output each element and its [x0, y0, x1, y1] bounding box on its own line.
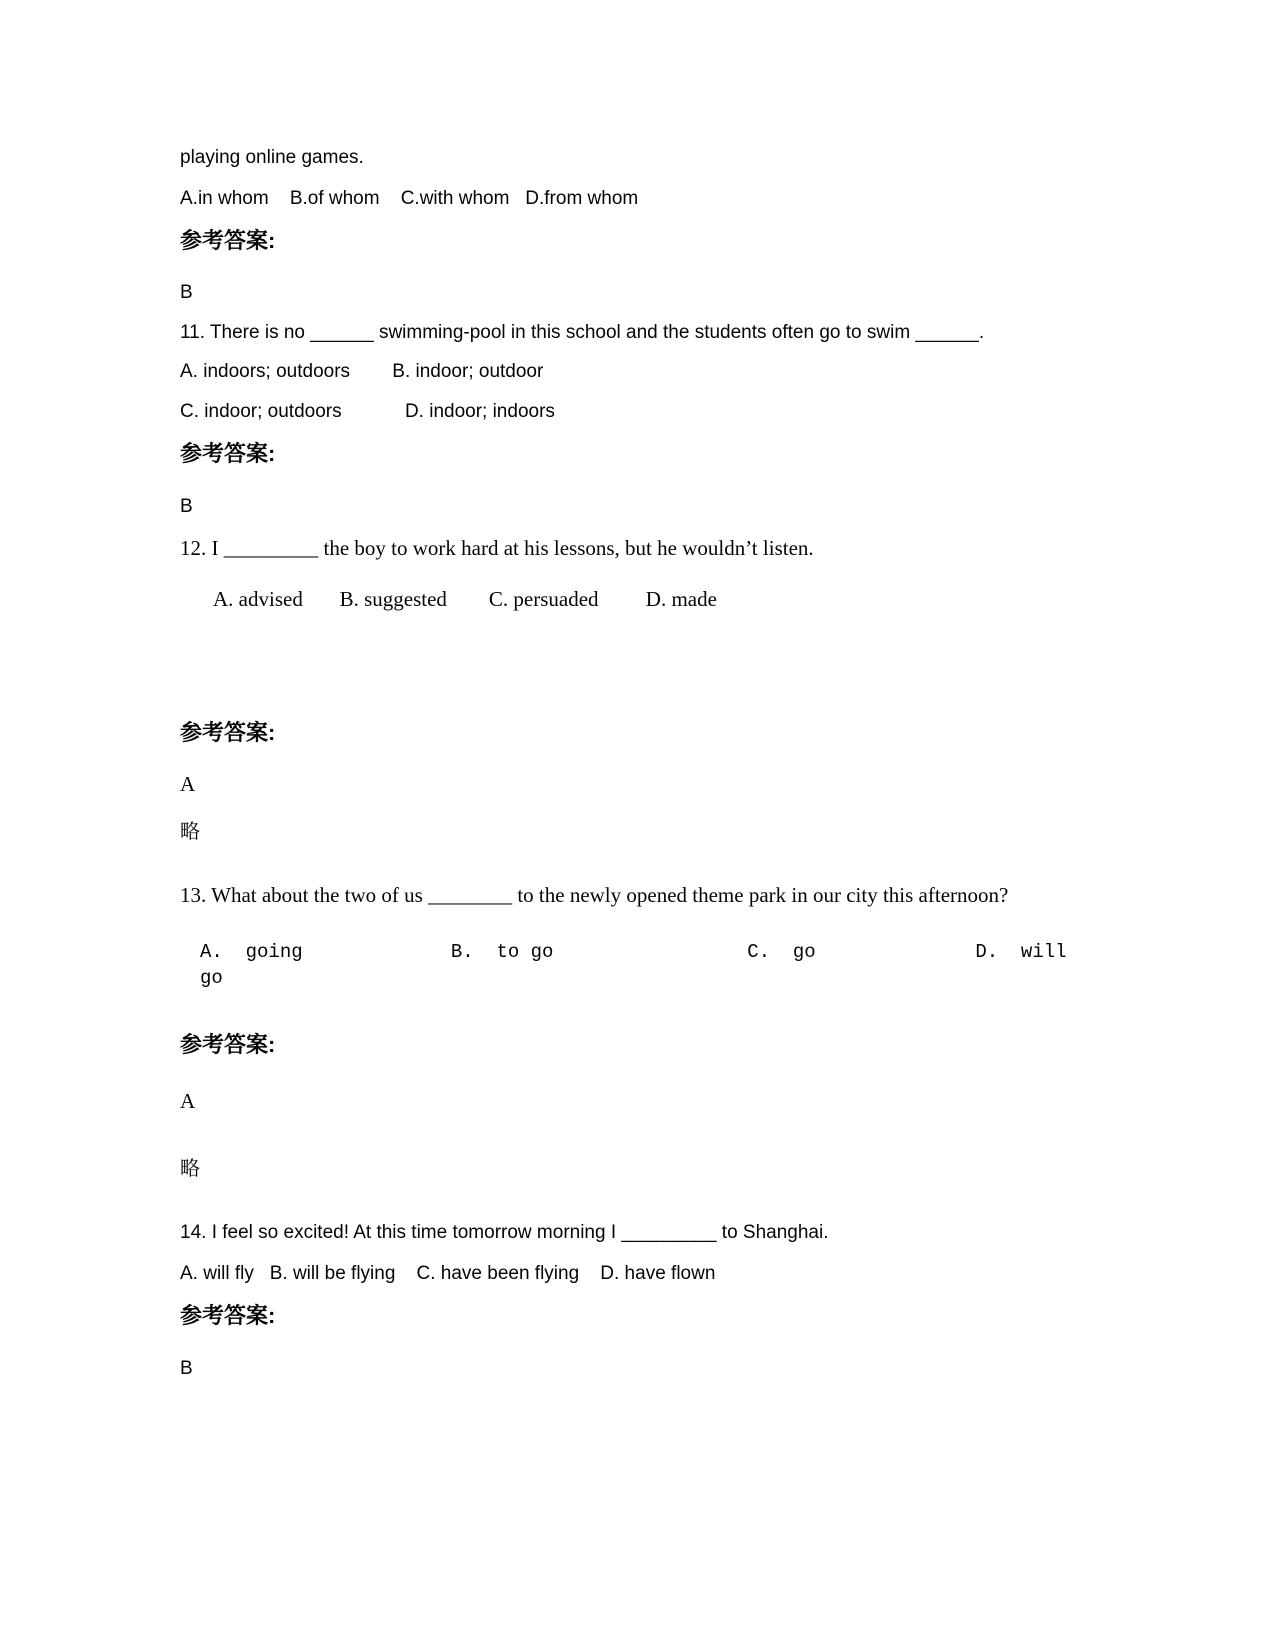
question-11-answer: B [180, 496, 193, 517]
question-13-options: A. going B. to go C. go D. will go [200, 941, 1078, 989]
omitted-note: 略 [180, 821, 200, 843]
question-13-stem: 13. What about the two of us ________ to the newly opened theme park in our city this afternoon? [180, 883, 1009, 907]
question-14-options: A. will fly B. will be flying C. have been flying D. have flown [180, 1263, 716, 1284]
question-11-options-line1: A. indoors; outdoors B. indoor; outdoor [180, 361, 544, 382]
question-11-options-line2: C. indoor; outdoors D. indoor; indoors [180, 401, 555, 422]
question-11-stem: 11. There is no ______ swimming-pool in this school and the students often go to swim ______. [180, 322, 985, 343]
reference-answer-label: 参考答案: [180, 228, 276, 253]
question-12-stem: 12. I _________ the boy to work hard at his lessons, but he wouldn’t listen. [180, 536, 814, 560]
question-14-stem: 14. I feel so excited! At this time tomorrow morning I _________ to Shanghai. [180, 1222, 829, 1243]
question-13-answer: A [180, 1089, 196, 1113]
reference-answer-label: 参考答案: [180, 1303, 276, 1328]
question-14-answer: B [180, 1358, 193, 1379]
reference-answer-label: 参考答案: [180, 441, 276, 466]
reference-answer-label: 参考答案: [180, 720, 276, 745]
reference-answer-label: 参考答案: [180, 1032, 276, 1057]
question-10-stem-tail: playing online games. [180, 147, 364, 168]
question-10-answer: B [180, 282, 193, 303]
question-12-answer: A [180, 772, 196, 796]
question-10-options: A.in whom B.of whom C.with whom D.from whom [180, 188, 639, 209]
question-12-options: A. advised B. suggested C. persuaded D. made [213, 587, 717, 611]
omitted-note: 略 [180, 1158, 200, 1180]
